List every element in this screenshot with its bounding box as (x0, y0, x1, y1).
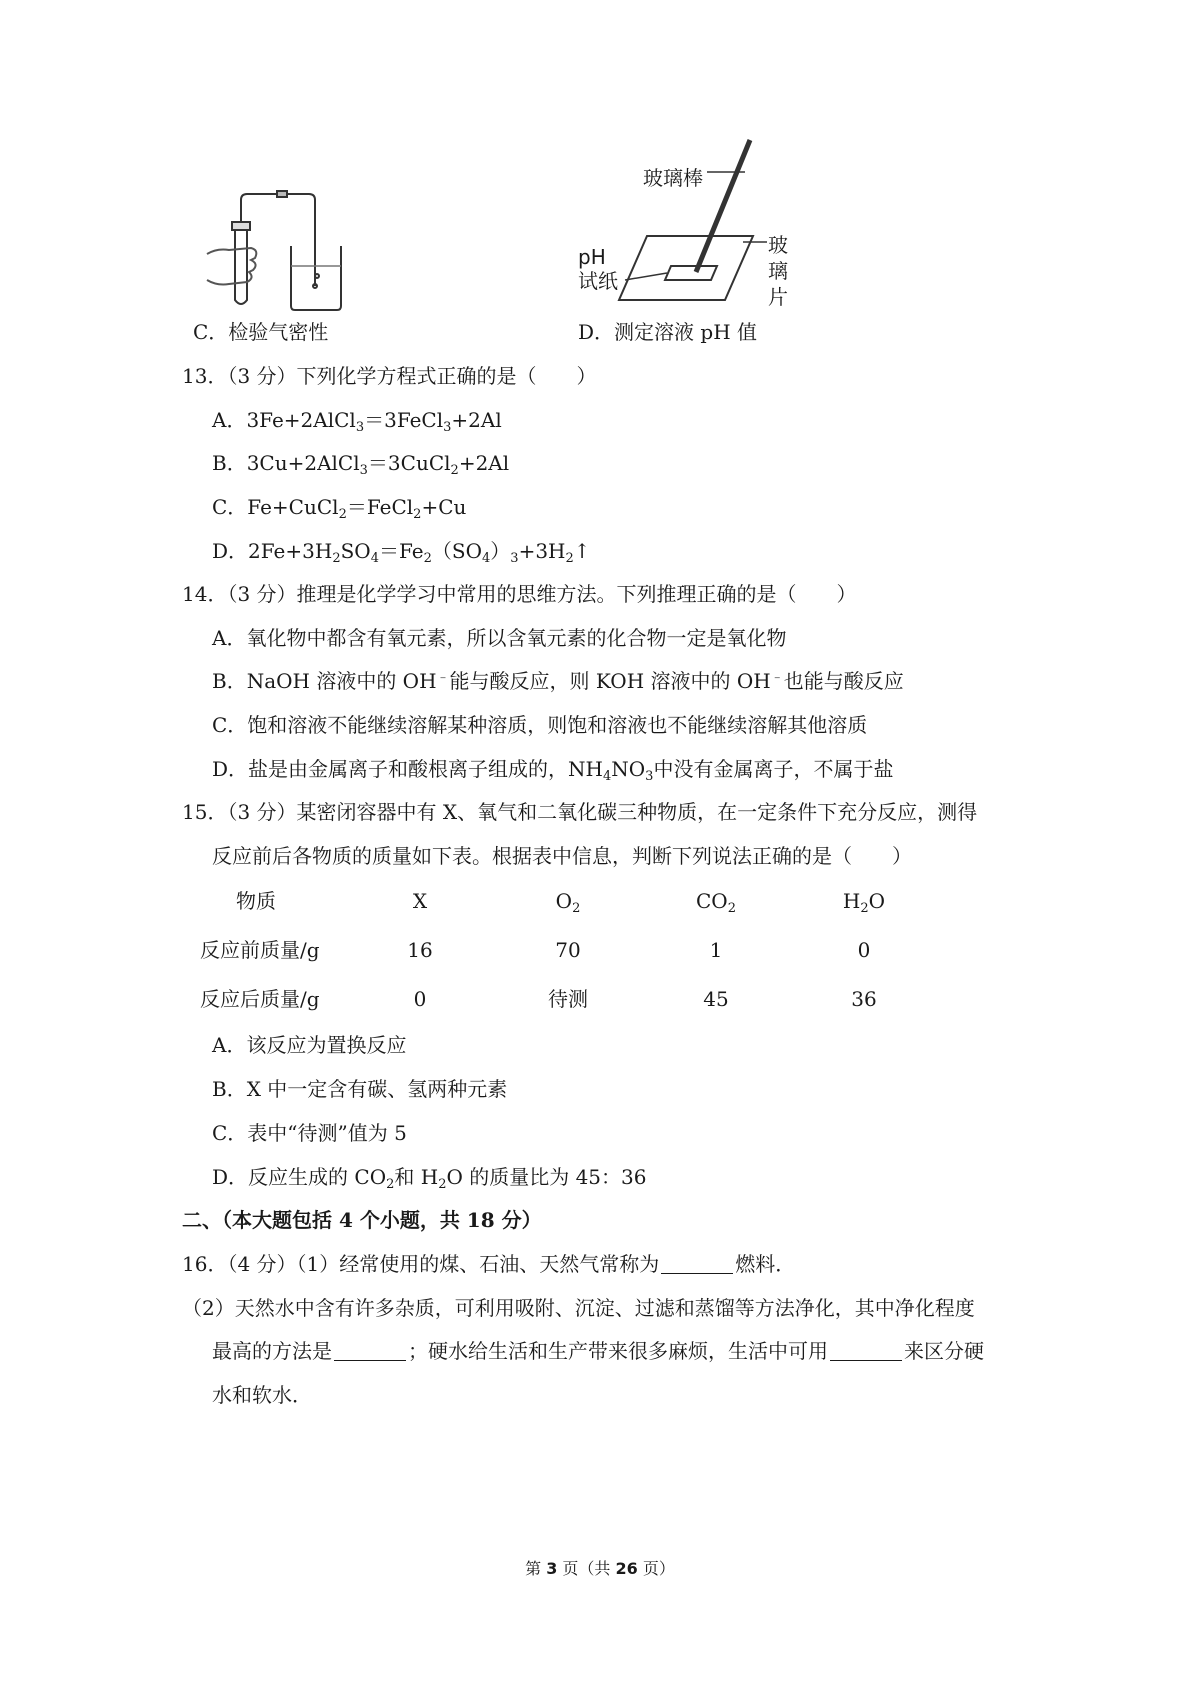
answer-blank-1[interactable] (661, 1253, 733, 1274)
figure-d-caption: D．测定溶液 pH 值 (578, 320, 757, 344)
table-row2-h2o: 36 (851, 987, 877, 1011)
glass-label-2: 璃 (768, 259, 788, 283)
page-number: 3 (546, 1559, 558, 1578)
test-paper-label: 试纸 (578, 269, 618, 293)
q14-stem: 14．（3 分）推理是化学学习中常用的思维方法。下列推理正确的是（ ） (182, 582, 857, 606)
table-row1-label: 反应前质量/g (200, 938, 320, 962)
q15-option-d: D．反应生成的 $CO_2$和 $H_2O$ 的质量比为 45：36 (212, 1165, 647, 1192)
page-footer: 第 3 页（共 26 页） (525, 1559, 675, 1578)
table-row2-label: 反应后质量/g (200, 987, 320, 1011)
table-header-h2o: $H_2O$ (842, 889, 886, 916)
glass-rod-label: 玻璃棒 (643, 166, 703, 190)
glass-label-1: 玻 (768, 233, 788, 257)
table-header-co2: $CO_2$ (696, 889, 736, 916)
q14-option-d: D．盐是由金属离子和酸根离子组成的，$NH_4NO_3$中没有金属离子，不属于盐 (212, 757, 894, 784)
table-row1-co2: 1 (709, 938, 723, 962)
answer-blank-2[interactable] (334, 1340, 406, 1361)
table-row1-h2o: 0 (857, 938, 871, 962)
ph-label: pH (578, 245, 606, 269)
q15-option-a: A．该反应为置换反应 (212, 1033, 407, 1057)
q15-option-c: C．表中“待测”值为 5 (212, 1121, 407, 1145)
figure-c-caption: C．检验气密性 (193, 320, 329, 344)
q15-stem-line1: 15．（3 分）某密闭容器中有 X、氧气和二氧化碳三种物质，在一定条件下充分反应，测得 (182, 800, 978, 824)
table-row2-co2: 45 (703, 987, 729, 1011)
q16-line1: 16．（4 分）（1）经常使用的煤、石油、天然气常称为 燃料． (182, 1252, 796, 1276)
q13-option-c: C．Fe+CuCl$_2$＝FeCl$_2$+Cu (212, 495, 467, 522)
q13-option-a: A．3Fe+2AlCl$_3$＝3FeCl$_3$+2Al (212, 408, 502, 435)
airtightness-apparatus-figure (205, 188, 355, 318)
table-row1-x: 16 (407, 938, 433, 962)
table-header-substance: 物质 (236, 889, 276, 913)
table-row1-o2: 70 (555, 938, 581, 962)
q16-line2: （2）天然水中含有许多杂质，可利用吸附、沉淀、过滤和蒸馏等方法净化，其中净化程度 (182, 1296, 975, 1320)
q13-stem: 13．（3 分）下列化学方程式正确的是（ ） (182, 364, 597, 388)
q13-option-b: B．3Cu+2AlCl$_3$＝3CuCl$_2$+2Al (212, 451, 510, 478)
q14-option-c: C．饱和溶液不能继续溶解某种溶质，则饱和溶液也不能继续溶解其他溶质 (212, 713, 868, 737)
section-2-heading: 二、（本大题包括 4 个小题，共 18 分） (182, 1208, 542, 1232)
answer-blank-3[interactable] (830, 1340, 902, 1361)
page-total: 26 (615, 1559, 638, 1578)
q15-stem-line2: 反应前后各物质的质量如下表。根据表中信息，判断下列说法正确的是（ ） (212, 844, 912, 868)
q14-option-b: B．NaOH 溶液中的 OH﹣能与酸反应，则 KOH 溶液中的 OH﹣也能与酸反应 (212, 669, 904, 693)
table-row2-o2: 待测 (548, 987, 588, 1011)
q16-line4: 水和软水． (212, 1383, 312, 1407)
glass-label-3: 片 (768, 285, 788, 309)
q15-option-b: B．X 中一定含有碳、氢两种元素 (212, 1077, 508, 1101)
q14-option-a: A．氧化物中都含有氧元素，所以含氧元素的化合物一定是氧化物 (212, 626, 787, 650)
table-header-o2: $O_2$ (555, 889, 581, 916)
table-row2-x: 0 (413, 987, 427, 1011)
q16-line3: 最高的方法是 ；硬水给生活和生产带来很多麻烦，生活中可用 来区分硬 (212, 1339, 984, 1363)
table-header-x: X (412, 889, 428, 913)
q13-option-d: D．$2Fe+3H_2SO_4=Fe_2(SO_4)_3+3H_2↑$ (212, 539, 591, 566)
